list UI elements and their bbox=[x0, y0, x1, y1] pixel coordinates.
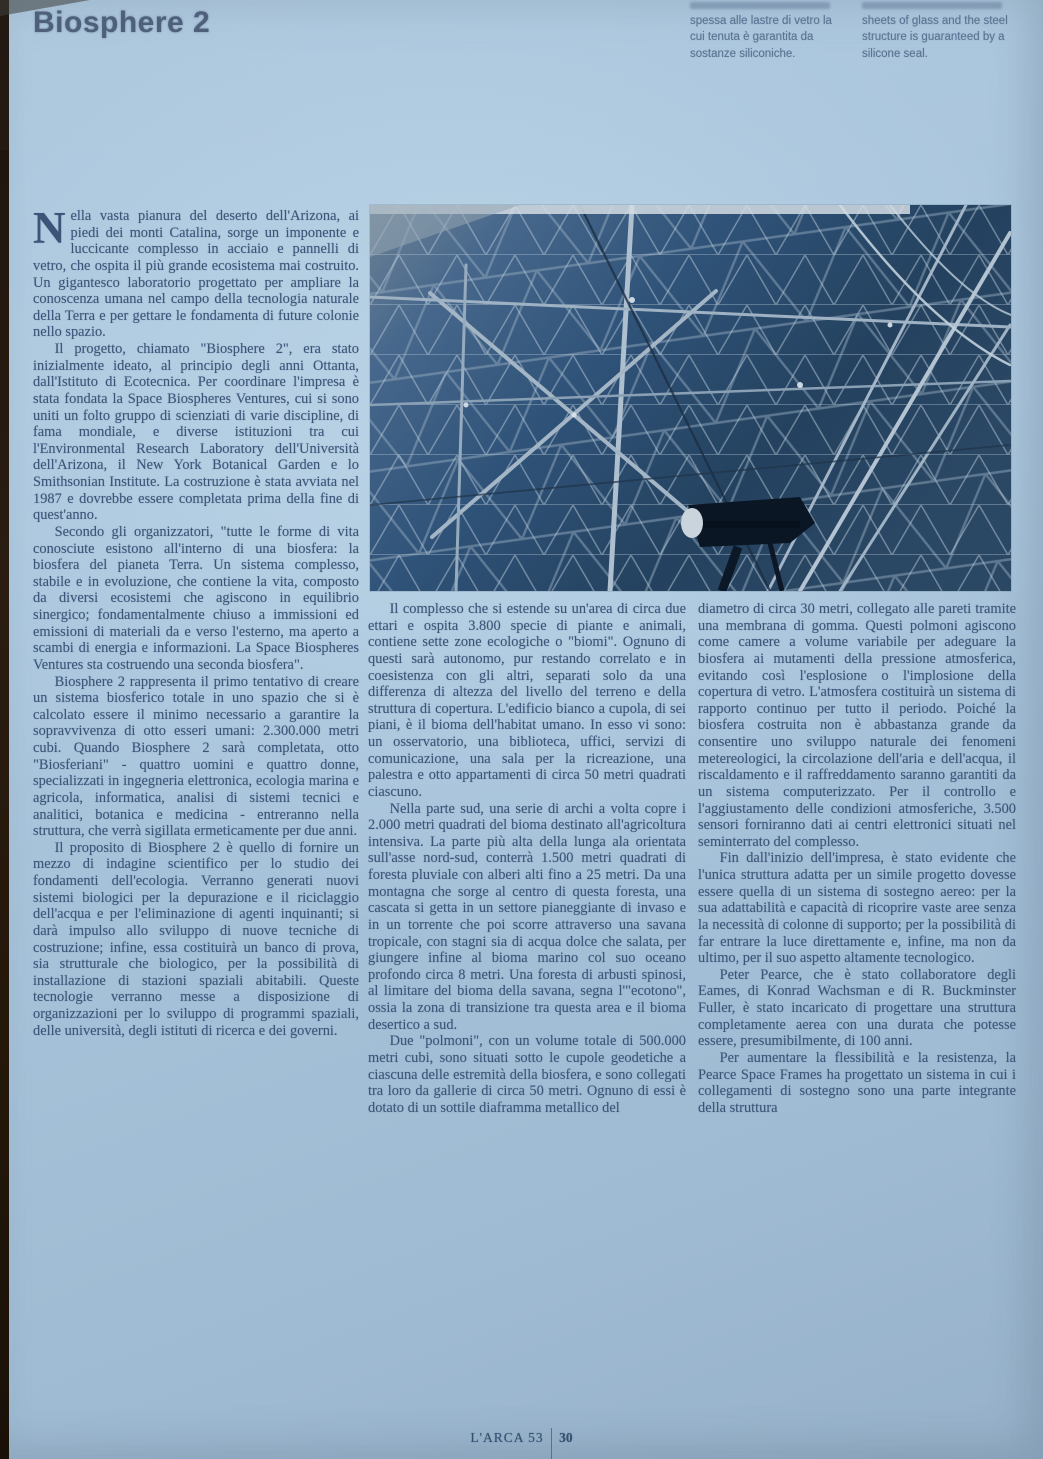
paragraph: Secondo gli organizzatori, "tutte le forme di vita conosciute esistono all'interno di una biosfera: la biosfera del pianeta Terra. Un sistema complesso, stabile e in evoluzione, che contiene la vita, composto da diversi ecosistemi che agiscono in equilibrio sinergico; fondamentalmente chiuso a immissioni ed emissioni di materiali da e verso l'esterno, ma aperto a scambi di energia e informazioni. La Space Biospheres Ventures sta costruendo una seconda biosfera". bbox=[33, 523, 359, 673]
article-column-3 bbox=[698, 601, 1016, 1116]
paragraph: Per aumentare la flessibilità e la resistenza, la Pearce Space Frames ha progettato un sistema in cui i collegamenti di sostegno sono una parte integrante della struttura bbox=[698, 1049, 1016, 1116]
paragraph: diametro di circa 30 metri, collegato alle pareti tramite una membrana di gomma. Questi polmoni agiscono come camere a volume variabile per adeguare la biosfera ai mutamenti della pressione atmosferica, evitando così l'esplosione o l'implosione della copertura di vetro. L'atmosfera costituirà un sistema di rapporto continuo per tutto il periodo. Poiché la biosfera costruita non è abbastanza grande da consentire uno sviluppo naturale dei fenomeni metereologici, la circolazione dell'aria e dell'acqua, il riscaldamento e il raffreddamento saranno garantiti da un sistema computerizzato. Per il controllo e l'aggiustamento delle condizioni atmosferiche, 3.500 sensori forniranno dati ai centri elettronici situati nel seminterrato del complesso. bbox=[698, 601, 1016, 850]
biosphere-spaceframe-photo bbox=[370, 205, 1011, 591]
caption-italian-text: spessa alle lastre di vetro la cui tenuta è garantita da sostanze siliconiche. bbox=[690, 15, 832, 60]
photo-caption-english bbox=[862, 2, 1014, 62]
article-column-2 bbox=[368, 601, 686, 1116]
paragraph bbox=[33, 203, 359, 341]
paragraph: Due "polmoni", con un volume totale di 500.000 metri cubi, sono situati sotto le cupole geodetiche a ciascuna delle estremità della biosfera, e sono collegati tra loro da gallerie di circa 50 metri. Ognuno di essi è dotato di un sottile diaframma metallico del bbox=[368, 1033, 686, 1116]
paragraph-text: ella vasta pianura del deserto dell'Arizona, ai piedi dei monti Catalina, sorge un imponente e luccicante complesso in acciaio e pannelli di vetro, che ospita il più grande ecosistema mai costruito. Un gigantesco laboratorio progettato per ampliare la conoscenza umana nel campo della tecnologia naturale della Terra e per gettare le fondamenta di future colonie nello spazio. bbox=[33, 208, 359, 341]
caption-clipped-line bbox=[862, 2, 1002, 9]
photo-caption-italian bbox=[690, 2, 842, 62]
paragraph: Peter Pearce, che è stato collaboratore degli Eames, di Konrad Wachsman e di R. Buckminster Fuller, è stato incaricato di progettare una struttura completamente aerea con una durata che potesse essere, presumibilmente, di 100 anni. bbox=[698, 966, 1016, 1050]
paragraph: Il proposito di Biosphere 2 è quello di fornire un mezzo di indagine scientifico per lo studio dei fondamenti dell'ecologia. Verranno generati nuovi sistemi biologici per la depurazione e il riciclaggio dell'acqua e per l'eliminazione di agenti inquinanti; si darà impulso allo sviluppo di nuove tecniche di costruzione; infine, essa costituirà un banco di prova, sia strutturale che biologico, per la possibilità di installazione di stazioni spaziali abitabili. Queste tecnologie verranno messe a disposizione di organizzazioni per lo sviluppo di programmi spaziali, delle università, degli istituti di ricerca e dei governi. bbox=[33, 839, 359, 1039]
paragraph: Il complesso che si estende su un'area di circa due ettari e ospita 3.800 specie di piante e animali, contiene sette zone ecologiche o "biomi". Ognuno di questi sarà autonomo, pur restando correlato e in coesistenza con gli altri, separati solo da una differenza di altezza del livello del terreno e della struttura di copertura. L'edificio bianco a cupola, di sei piani, è il bioma dell'habitat umano. In esso vi sono: un osservatorio, una biblioteca, uffici, servizi di comunicazione, una sala per la ricreazione, una palestra e otto appartamenti di circa 50 metri quadrati ciascuno. bbox=[368, 601, 686, 800]
paragraph: Fin dall'inizio dell'impresa, è stato evidente che l'unica struttura adatta per un simile progetto dovesse essere quella di un sistema di sostegno aereo: per la sua adattabilità e capacità di ricoprire vaste aree senza la necessità di colonne di supporto; per la possibilità di far entrare la luce direttamente e, infine, ma non da ultimo, per il suo aspetto altamente tecnologico. bbox=[698, 850, 1016, 967]
paragraph: Biosphere 2 rappresenta il primo tentativo di creare un sistema biosferico totale in uno spazio che si è calcolato essere il minimo necessario a garantire la sopravvivenza di otto esseri umani: 2.300.000 metri cubi. Quando Biosphere 2 sarà completata, otto "Biosferiani" - quattro uomini e quattro donne, specializzati in ingegneria elettronica, ecologia marina e agricola, informatica, analisi di sistemi tecnici e analitici, botanica e medicina - entreranno nella struttura, che verrà sigillata ermeticamente per due anni. bbox=[33, 673, 359, 840]
dropcap: N bbox=[33, 203, 66, 253]
scan-dark-edge bbox=[0, 0, 9, 1459]
page-title: Biosphere 2 bbox=[33, 6, 211, 39]
paragraph: Il progetto, chiamato "Biosphere 2", era stato inizialmente ideato, al principio degli anni Ottanta, dall'Istituto di Ecotecnica. Per coordinare l'impresa è stata fondata la Space Biospheres Ventures, cui si sono uniti un folto gruppo di scienziati di varie discipline, di fama mondiale, e diverse istituzioni tra cui l'Environmental Research Laboratory dell'Università dell'Arizona, il New York Botanical Garden e lo Smithsonian Institute. La costruzione è stata avviata nel 1987 e dovrebbe essere completata prima della fine di quest'anno. bbox=[33, 341, 359, 524]
paragraph: Nella parte sud, una serie di archi a volta copre i 2.000 metri quadrati del bioma destinato all'agricoltura intensiva. La parte più alta della lunga ala orientata sull'asse nord-sud, conterrà 1.500 metri quadrati di foresta pluviale con alberi alti fino a 25 metri. Da una montagna che sorge al centro di questa foresta, una cascata si getta in un settore pianeggiante di invaso e in un torrente che poi scorre attraverso una savana tropicale, con stagni sia di acqua dolce che salata, per giungere infine al bioma marino col suo oceano profondo circa 8 metri. Una foresta di arbusti spinosi, al limitare del bioma della savana, segna l'"ecotono", ossia la zona di transizione tra questa area e il bioma desertico a sud. bbox=[368, 800, 686, 1033]
page-footer bbox=[0, 1428, 1043, 1459]
caption-english-text: sheets of glass and the steel structure is guaranteed by a silicone seal. bbox=[862, 15, 1008, 60]
article-column-1 bbox=[33, 203, 359, 1039]
caption-clipped-line bbox=[690, 2, 830, 9]
page-number: 30 bbox=[559, 1430, 573, 1445]
spaceframe-illustration bbox=[370, 205, 1011, 591]
magazine-name: L'ARCA 53 bbox=[470, 1430, 544, 1445]
footer-divider bbox=[551, 1428, 553, 1459]
